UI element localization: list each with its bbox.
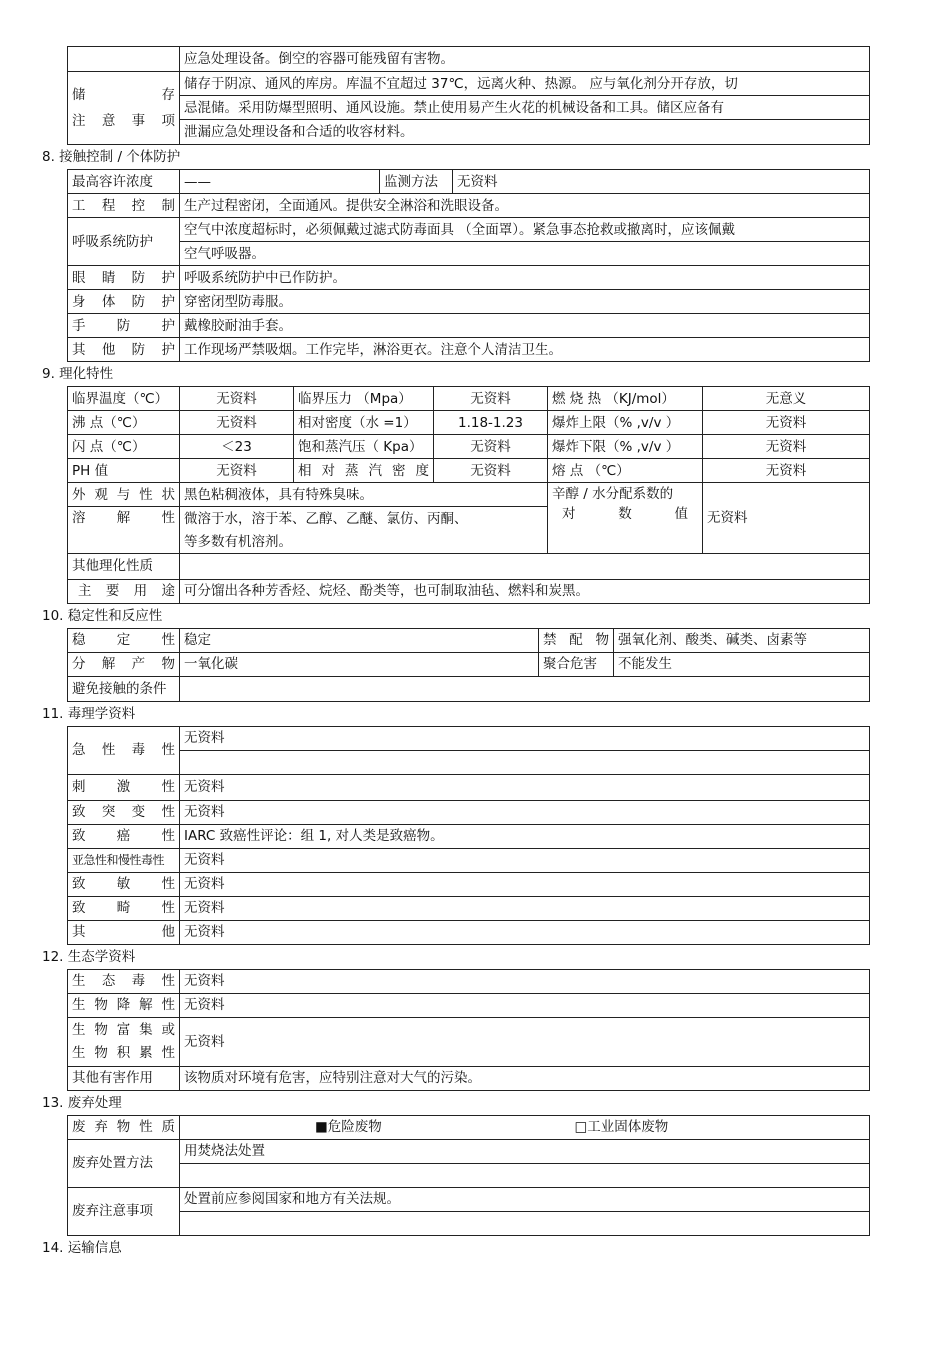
stab-label: 稳 定 性 bbox=[68, 628, 180, 652]
tox-other-label: 其 他 bbox=[68, 920, 180, 944]
crit-press-label: 临界压力 （Mpa） bbox=[294, 387, 434, 411]
storage-table bbox=[67, 46, 870, 145]
nature-label: 废 弃 物 性 质 bbox=[68, 1115, 180, 1139]
incomp-value: 强氧化剂、酸类、碱类、卤素等 bbox=[614, 628, 870, 652]
flash-label: 闪 点（℃） bbox=[68, 435, 180, 459]
appear-value: 黑色粘稠液体，具有特殊臭味。 bbox=[180, 483, 548, 507]
acc-value: 无资料 bbox=[180, 1017, 870, 1066]
sol-line-2: 等多数有机溶剂。 bbox=[180, 531, 548, 554]
kow-label bbox=[548, 483, 703, 554]
kow-value: 无资料 bbox=[703, 483, 870, 554]
use-label: 主 要 用 途 bbox=[68, 579, 180, 603]
subacute-label: 亚急性和慢性毒性 bbox=[68, 848, 180, 872]
density-value: 1.18-1.23 bbox=[434, 411, 548, 435]
note-value: 处置前应参阅国家和地方有关法规。 bbox=[180, 1187, 870, 1211]
storage-label bbox=[68, 72, 180, 145]
storage-label-1: 储 存 bbox=[72, 87, 175, 103]
section-14-title: 14. 运输信息 bbox=[42, 1239, 122, 1256]
heat-value: 无意义 bbox=[703, 387, 870, 411]
note-label: 废弃注意事项 bbox=[68, 1187, 180, 1235]
method-label: 废弃处置方法 bbox=[68, 1139, 180, 1187]
sens-value: 无资料 bbox=[180, 872, 870, 896]
section-8-title: 8. 接触控制 / 个体防护 bbox=[42, 149, 181, 165]
acc-label-2: 生 物 积 累 性 bbox=[72, 1044, 175, 1061]
method-value: 用焚烧法处置 bbox=[180, 1139, 870, 1163]
otherprop-label: 其他理化性质 bbox=[68, 553, 180, 579]
storage-line-2: 忌混储。采用防爆型照明、通风设施。禁止使用易产生火花的机械设备和工具。储区应备有 bbox=[180, 96, 870, 120]
eng-label: 工 程 控 制 bbox=[68, 194, 180, 218]
storage-label-2: 注 意 事 项 bbox=[72, 113, 175, 129]
vapor-label: 饱和蒸汽压（ Kpa） bbox=[294, 435, 434, 459]
storage-line-1: 储存于阴凉、通风的库房。库温不宜超过 37℃，远离火种、热源。 应与氧化剂分开存放，切 bbox=[180, 72, 870, 96]
waste-option-hazardous: ■危险废物 bbox=[180, 1115, 525, 1139]
boil-value: 无资料 bbox=[180, 411, 294, 435]
density-label: 相对密度（水 =1） bbox=[294, 411, 434, 435]
terat-label: 致 畸 性 bbox=[68, 896, 180, 920]
bio-value: 无资料 bbox=[180, 993, 870, 1017]
mac-value: —— bbox=[180, 170, 380, 194]
kow-label-1: 辛醇 / 水分配系数的 bbox=[552, 486, 674, 502]
carc-value: IARC 致癌性评论：组 1, 对人类是致癌物。 bbox=[180, 824, 870, 848]
terat-value: 无资料 bbox=[180, 896, 870, 920]
hand-label: 手 防 护 bbox=[68, 314, 180, 338]
eye-label: 眼 睛 防 护 bbox=[68, 266, 180, 290]
heat-label: 燃 烧 热 （KJ/mol） bbox=[548, 387, 703, 411]
mac-label: 最高容许浓度 bbox=[68, 170, 180, 194]
avoid-label: 避免接触的条件 bbox=[68, 676, 180, 701]
section-10-title: 10. 稳定性和反应性 bbox=[42, 607, 163, 624]
section-13-title: 13. 废弃处理 bbox=[42, 1094, 122, 1111]
eng-value: 生产过程密闭，全面通风。提供安全淋浴和洗眼设备。 bbox=[180, 194, 870, 218]
vapor-value: 无资料 bbox=[434, 435, 548, 459]
acute-blank bbox=[180, 750, 870, 774]
harm-value: 该物质对环境有危害，应特别注意对大气的污染。 bbox=[180, 1066, 870, 1090]
crit-temp-value: 无资料 bbox=[180, 387, 294, 411]
appear-label: 外 观 与 性 状 bbox=[68, 483, 180, 507]
document-page bbox=[0, 46, 950, 1260]
section-13-table bbox=[67, 1115, 870, 1236]
eco-value: 无资料 bbox=[180, 969, 870, 993]
section-9-title: 9. 理化特性 bbox=[42, 366, 114, 382]
sol-line-1: 微溶于水，溶于苯、乙醇、乙醚、氯仿、丙酮、 bbox=[180, 507, 548, 531]
poly-value: 不能发生 bbox=[614, 652, 870, 676]
bio-label: 生 物 降 解 性 bbox=[68, 993, 180, 1017]
storage-empty-label bbox=[68, 47, 180, 72]
tox-other-value: 无资料 bbox=[180, 920, 870, 944]
section-11-table bbox=[67, 726, 870, 945]
section-11-title: 11. 毒理学资料 bbox=[42, 705, 136, 722]
decomp-label: 分 解 产 物 bbox=[68, 652, 180, 676]
body-label: 身 体 防 护 bbox=[68, 290, 180, 314]
method-blank bbox=[180, 1163, 870, 1187]
flash-value: ＜23 bbox=[180, 435, 294, 459]
otherprop-value bbox=[180, 553, 870, 579]
ph-value: 无资料 bbox=[180, 459, 294, 483]
vden-value: 无资料 bbox=[434, 459, 548, 483]
carc-label: 致 癌 性 bbox=[68, 824, 180, 848]
sol-label: 溶 解 性 bbox=[68, 507, 180, 554]
storage-line-3: 泄漏应急处理设备和合适的收容材料。 bbox=[180, 120, 870, 145]
harm-label: 其他有害作用 bbox=[68, 1066, 180, 1090]
kow-label-2: 对 数 值 bbox=[562, 506, 688, 522]
boil-label: 沸 点（℃） bbox=[68, 411, 180, 435]
stab-value: 稳定 bbox=[180, 628, 539, 652]
ph-label: PH 值 bbox=[68, 459, 180, 483]
poly-label: 聚合危害 bbox=[539, 652, 614, 676]
sens-label: 致 敏 性 bbox=[68, 872, 180, 896]
subacute-value: 无资料 bbox=[180, 848, 870, 872]
vden-label: 相 对 蒸 汽 密 度 bbox=[294, 459, 434, 483]
section-12-title: 12. 生态学资料 bbox=[42, 948, 136, 965]
lower-value: 无资料 bbox=[703, 435, 870, 459]
eye-value: 呼吸系统防护中已作防护。 bbox=[180, 266, 870, 290]
lower-label: 爆炸下限（% ,v/v ） bbox=[548, 435, 703, 459]
upper-value: 无资料 bbox=[703, 411, 870, 435]
acute-value: 无资料 bbox=[180, 726, 870, 750]
eco-label: 生 态 毒 性 bbox=[68, 969, 180, 993]
resp-line-2: 空气呼吸器。 bbox=[180, 242, 870, 266]
waste-option-industrial: □工业固体废物 bbox=[525, 1115, 870, 1139]
crit-press-value: 无资料 bbox=[434, 387, 548, 411]
note-blank bbox=[180, 1211, 870, 1235]
irrit-label: 刺 激 性 bbox=[68, 774, 180, 800]
hand-value: 戴橡胶耐油手套。 bbox=[180, 314, 870, 338]
mut-label: 致 突 变 性 bbox=[68, 800, 180, 824]
incomp-label: 禁 配 物 bbox=[539, 628, 614, 652]
acc-label-1: 生 物 富 集 或 bbox=[72, 1021, 175, 1038]
section-12-table bbox=[67, 969, 870, 1091]
resp-line-1: 空气中浓度超标时，必须佩戴过滤式防毒面具 （全面罩）。紧急事态抢救或撤离时，应该佩戴 bbox=[180, 218, 870, 242]
storage-continuation: 应急处理设备。倒空的容器可能残留有害物。 bbox=[180, 47, 870, 72]
crit-temp-label: 临界温度（℃） bbox=[68, 387, 180, 411]
body-value: 穿密闭型防毒服。 bbox=[180, 290, 870, 314]
use-value: 可分馏出各种芳香烃、烷烃、酚类等，也可制取油毡、燃料和炭黑。 bbox=[180, 579, 870, 603]
upper-label: 爆炸上限（% ,v/v ） bbox=[548, 411, 703, 435]
acc-label bbox=[68, 1017, 180, 1066]
section-9-table bbox=[67, 386, 870, 604]
acute-label: 急 性 毒 性 bbox=[68, 726, 180, 774]
irrit-value: 无资料 bbox=[180, 774, 870, 800]
section-8-table bbox=[67, 169, 870, 362]
monitor-value: 无资料 bbox=[453, 170, 870, 194]
resp-label: 呼吸系统防护 bbox=[68, 218, 180, 266]
melt-label: 熔 点 （℃） bbox=[548, 459, 703, 483]
melt-value: 无资料 bbox=[703, 459, 870, 483]
other-prot-value: 工作现场严禁吸烟。工作完毕，淋浴更衣。注意个人清洁卫生。 bbox=[180, 338, 870, 362]
avoid-value bbox=[180, 676, 870, 701]
section-10-table bbox=[67, 628, 870, 702]
other-prot-label: 其 他 防 护 bbox=[68, 338, 180, 362]
monitor-label: 监测方法 bbox=[380, 170, 453, 194]
mut-value: 无资料 bbox=[180, 800, 870, 824]
decomp-value: 一氧化碳 bbox=[180, 652, 539, 676]
